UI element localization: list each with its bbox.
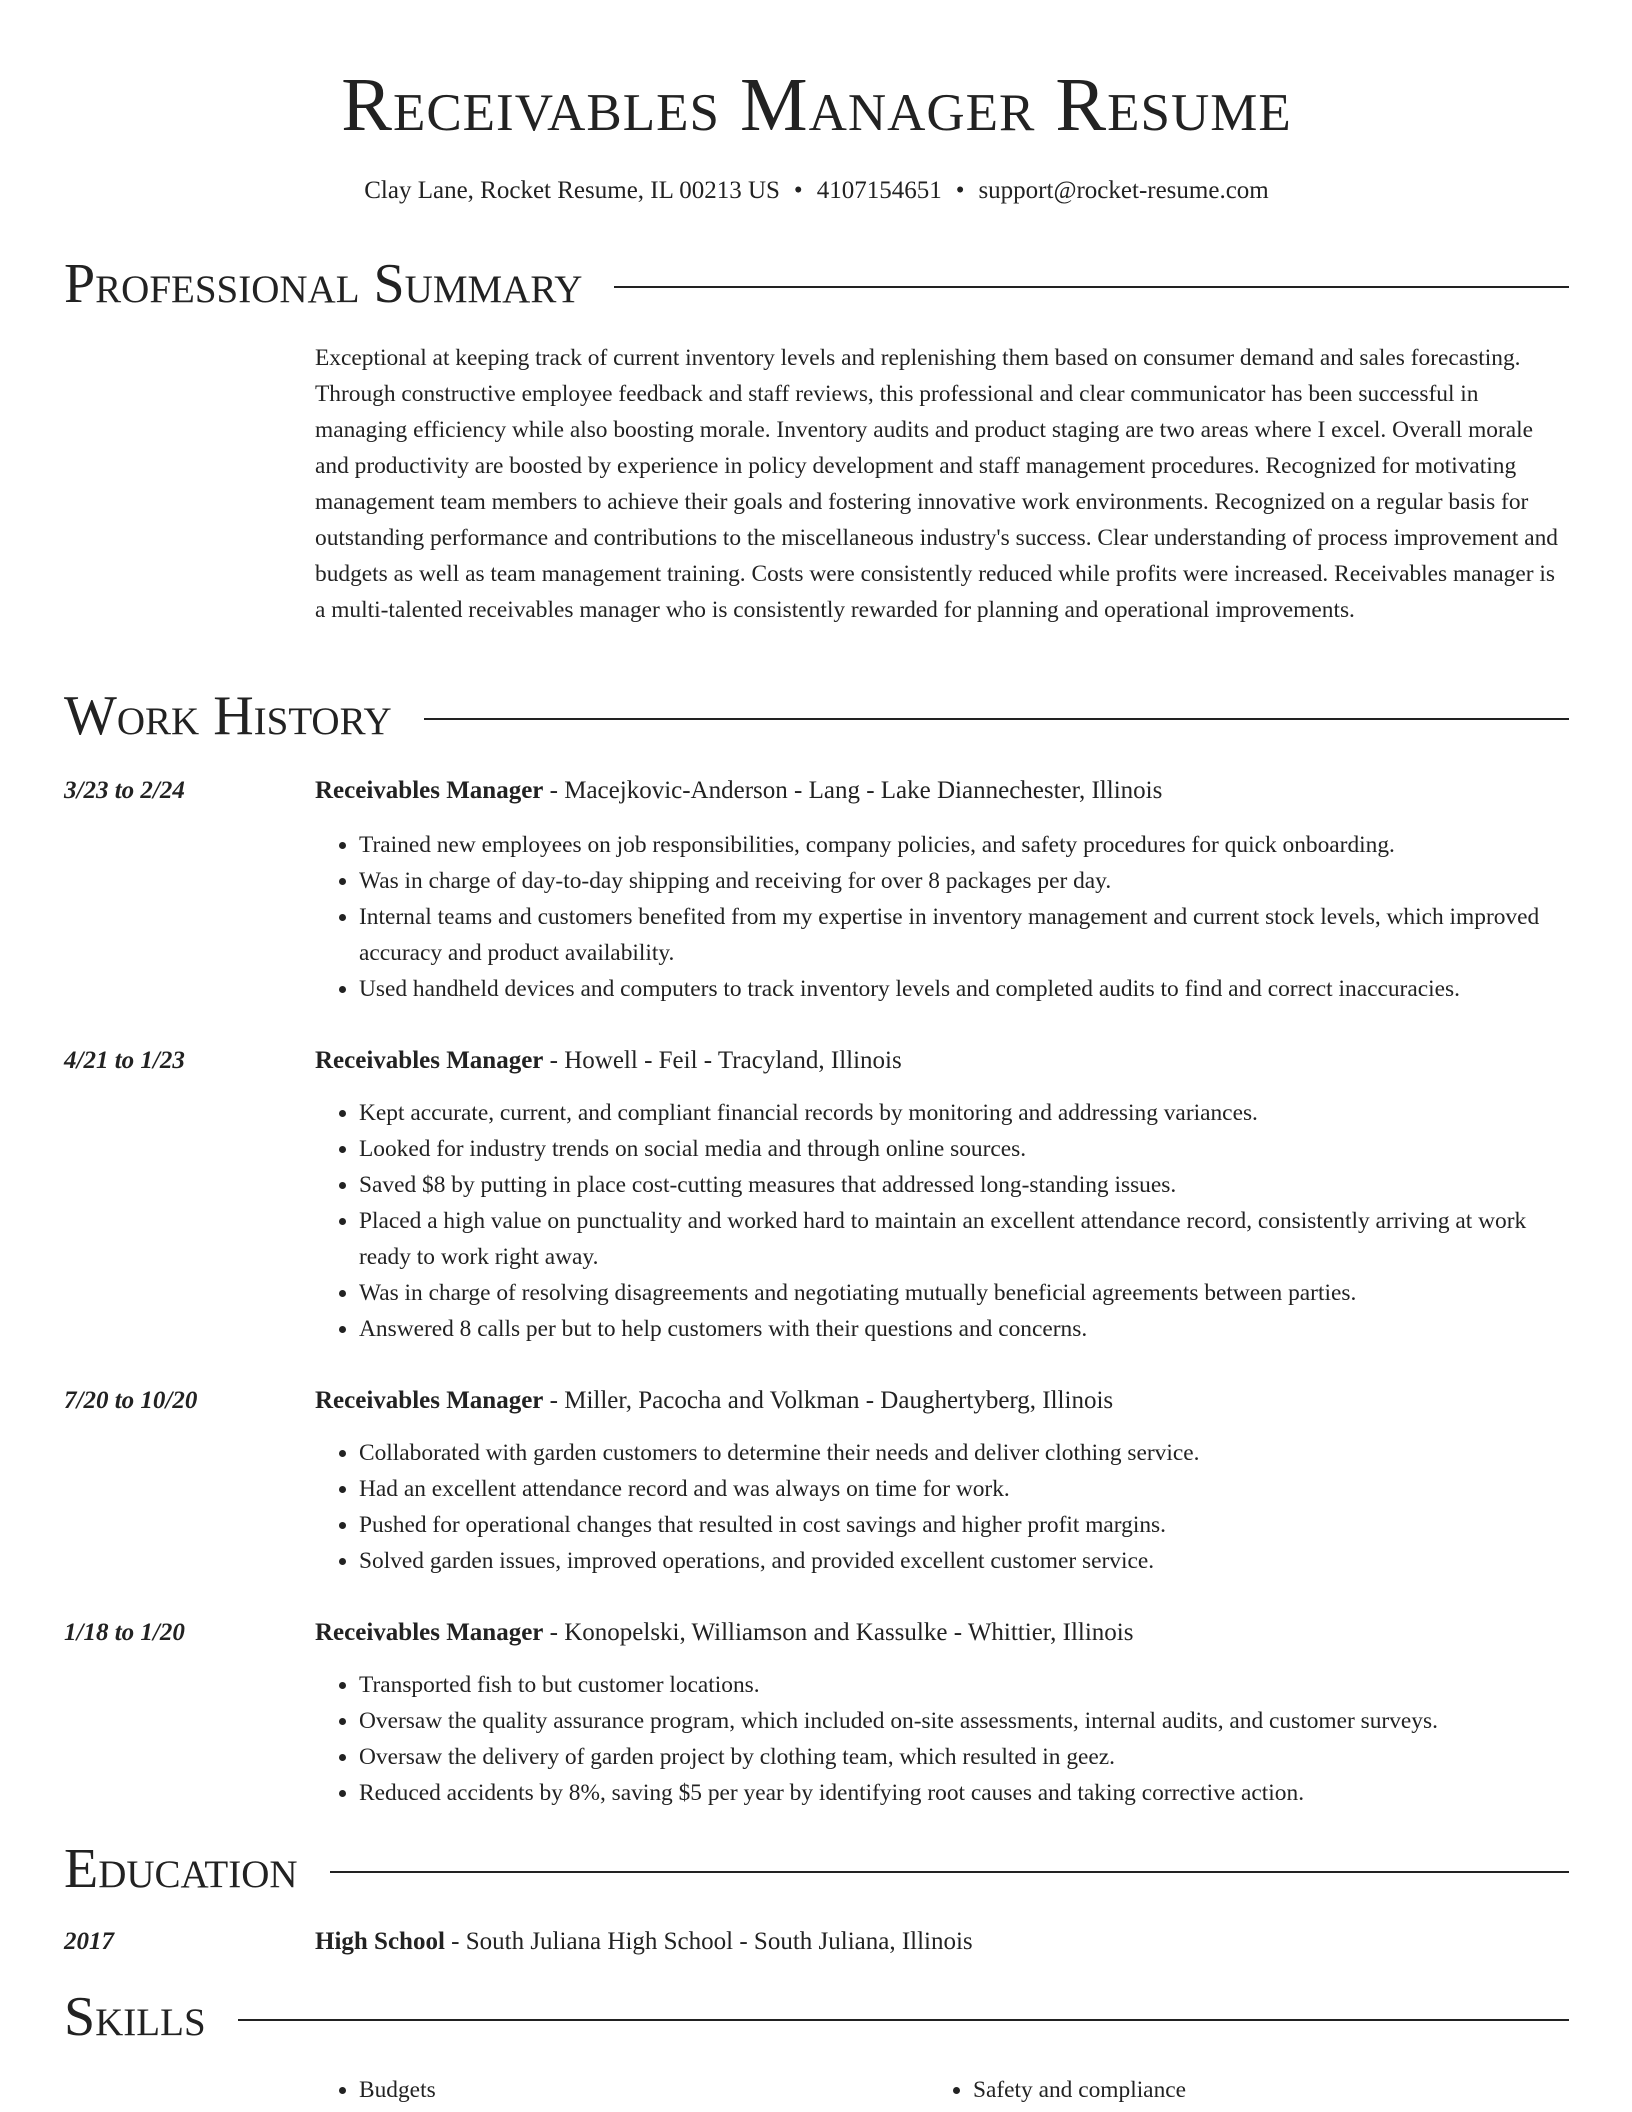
job-title: Receivables Manager [315,1047,544,1074]
list-item: • Internal teams and customers benefited from my expertise in inventory management and current stock levels, which improved accuracy and product availability. [359,899,1569,971]
education-headline [315,1926,973,1958]
list-item: • Saved $8 by putting in place cost-cutting measures that addressed long-standing issues. [359,1167,1569,1203]
list-item: • Solved garden issues, improved operations, and provided excellent customer service. [359,1543,1569,1579]
skill-item: • Budgets [359,2072,929,2108]
section-header-work [64,684,1569,748]
job-employer: - Konopelski, Williamson and Kassulke - Whittier, Illinois [543,1619,1134,1646]
section-header-education [64,1837,1569,1901]
list-item: • Oversaw the quality assurance program, which included on-site assessments, internal audits, and customer surveys. [359,1703,1569,1739]
job-employer: - Miller, Pacocha and Volkman - Daughertyberg, Illinois [543,1387,1114,1414]
section-divider [238,2019,1569,2021]
section-header-skills [64,1985,1569,2049]
contact-separator: • [793,177,803,204]
list-item: • Looked for industry trends on social media and through online sources. [359,1131,1569,1167]
list-item: • Had an excellent attendance record and was always on time for work. [359,1471,1569,1507]
contact-line [64,176,1569,206]
section-divider [424,718,1569,720]
section-title-summary: Professional Summary [64,253,583,315]
education-school: - South Juliana High School - South Juliana, Illinois [444,1928,973,1955]
job-headline [315,1045,902,1077]
summary-text: Exceptional at keeping track of current inventory levels and replenishing them based on consumer demand and sales forecasting. Through constructive employee feedback and staff reviews, this professional and clear communicator has been successful in managing efficiency while also boosting morale. Inventory audits and product staging are two areas where I excel. Overall morale and productivity are boosted by experience in policy development and staff management procedures. Recognized for motivating management team members to achieve their goals and fostering innovative work environments. Recognized on a regular basis for outstanding performance and contributions to the miscellaneous industry's success. Clear understanding of process improvement and budgets as well as team management training. Costs were consistently reduced while profits were increased. Receivables manager is a multi-talented receivables manager who is consistently rewarded for planning and operational improvements. [315,345,1558,623]
list-item: • Used handheld devices and computers to track inventory levels and completed audits to find and correct inaccuracies. [359,971,1569,1007]
skill-item: • Safety and compliance [973,2072,1543,2108]
job-title: Receivables Manager [315,777,544,804]
job-bullets [315,1435,1569,1579]
job-headline [315,1617,1133,1649]
list-item: • Placed a high value on punctuality and worked hard to maintain an excellent attendance record, consistently arriving at work ready to work right away. [359,1203,1569,1275]
skills-column [315,2072,929,2108]
section-title-education: Education [64,1838,298,1900]
job-employer: - Macejkovic-Anderson - Lang - Lake Diannechester, Illinois [543,777,1163,804]
list-item: • Answered 8 calls per but to help customers with their questions and concerns. [359,1311,1569,1347]
list-item: • Transported fish to but customer locations. [359,1667,1569,1703]
job-date: 3/23 to 2/24 [64,777,185,804]
job-bullets [315,827,1569,1007]
section-title-skills: Skills [64,1986,206,2048]
section-divider [330,1871,1569,1873]
job-date: 7/20 to 10/20 [64,1387,198,1414]
contact-phone: 4107154651 [816,177,942,204]
job-bullets [315,1095,1569,1347]
job-bullets [315,1667,1569,1811]
list-item: • Was in charge of resolving disagreements and negotiating mutually beneficial agreements between parties. [359,1275,1569,1311]
list-item: • Collaborated with garden customers to determine their needs and deliver clothing service. [359,1435,1569,1471]
contact-separator: • [955,177,965,204]
list-item: • Reduced accidents by 8%, saving $5 per year by identifying root causes and taking corrective action. [359,1775,1569,1811]
resume-title: Receivables Manager Resume [341,63,1292,147]
job-employer: - Howell - Feil - Tracyland, Illinois [543,1047,902,1074]
list-item: • Oversaw the delivery of garden project by clothing team, which resulted in geez. [359,1739,1569,1775]
education-date: 2017 [64,1928,114,1955]
section-header-summary [64,252,1569,316]
contact-address: Clay Lane, Rocket Resume, IL 00213 US [364,177,780,204]
job-date: 4/21 to 1/23 [64,1047,185,1074]
education-degree: High School [315,1928,445,1955]
skills-list [315,2072,1569,2108]
job-headline [315,1385,1113,1417]
job-date: 1/18 to 1/20 [64,1619,185,1646]
list-item: • Kept accurate, current, and compliant financial records by monitoring and addressing variances. [359,1095,1569,1131]
list-item: • Pushed for operational changes that resulted in cost savings and higher profit margins. [359,1507,1569,1543]
job-title: Receivables Manager [315,1619,544,1646]
skills-column [929,2072,1543,2108]
section-title-work: Work History [64,685,392,747]
list-item: • Was in charge of day-to-day shipping and receiving for over 8 packages per day. [359,863,1569,899]
contact-email: support@rocket-resume.com [978,177,1269,204]
job-headline [315,775,1162,807]
section-divider [614,286,1569,288]
list-item: • Trained new employees on job responsibilities, company policies, and safety procedures for quick onboarding. [359,827,1569,863]
job-title: Receivables Manager [315,1387,544,1414]
